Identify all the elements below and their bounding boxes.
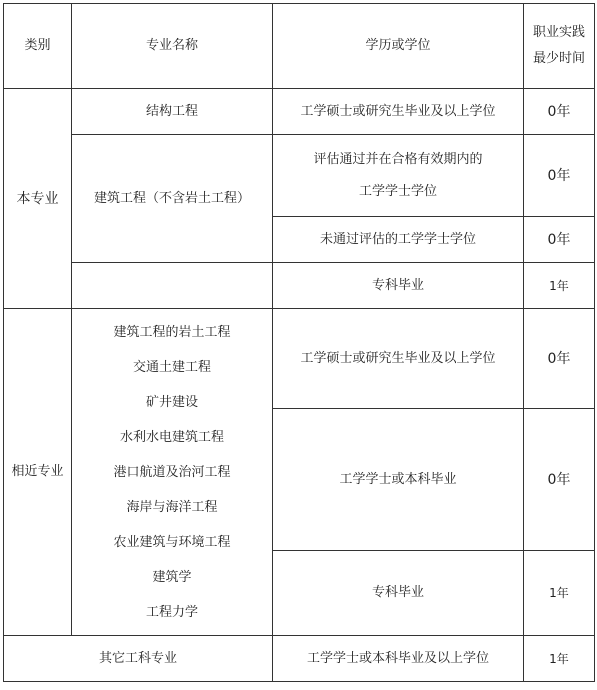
time-cell: 1年 [524, 263, 595, 309]
major-cell: 结构工程 [72, 89, 273, 135]
category-cell: 相近专业 [4, 309, 72, 636]
time-cell: 0年 [524, 135, 595, 217]
header-major: 专业名称 [72, 4, 273, 89]
degree-cell: 工学硕士或研究生毕业及以上学位 [273, 89, 524, 135]
major-item: 港口航道及治河工程 [113, 464, 231, 480]
major-item: 农业建筑与环境工程 [113, 534, 231, 550]
qualification-table [3, 3, 595, 682]
major-item: 建筑工程的岩土工程 [113, 324, 231, 340]
time-cell: 0年 [524, 217, 595, 263]
time-cell: 0年 [524, 409, 595, 551]
degree-cell [273, 135, 524, 217]
major-cell [72, 263, 273, 309]
header-time-line2: 最少时间 [532, 51, 585, 66]
time-cell: 0年 [524, 89, 595, 135]
table-row [4, 636, 595, 682]
major-item: 交通土建工程 [132, 359, 211, 375]
header-category: 类别 [4, 4, 72, 89]
header-degree: 学历或学位 [273, 4, 524, 89]
time-cell: 0年 [524, 309, 595, 409]
major-item: 建筑学 [152, 569, 192, 585]
major-item: 矿井建设 [145, 394, 198, 410]
header-time-line1: 职业实践 [532, 25, 585, 40]
major-item: 海岸与海洋工程 [126, 499, 218, 515]
major-cell: 建筑工程（不含岩土工程） [72, 135, 273, 263]
degree-cell: 专科毕业 [273, 551, 524, 636]
table-row [4, 135, 595, 217]
category-cell: 其它工科专业 [4, 636, 273, 682]
degree-cell: 工学硕士或研究生毕业及以上学位 [273, 309, 524, 409]
degree-cell: 工学学士或本科毕业及以上学位 [273, 636, 524, 682]
table-row [4, 89, 595, 135]
major-list-cell [72, 309, 273, 636]
major-item: 工程力学 [145, 604, 198, 620]
time-cell: 1年 [524, 551, 595, 636]
category-cell: 本专业 [4, 89, 72, 309]
degree-cell: 工学学士或本科毕业 [273, 409, 524, 551]
major-item: 水利水电建筑工程 [119, 429, 224, 445]
degree-line: 工学学士学位 [358, 183, 437, 199]
degree-cell: 未通过评估的工学学士学位 [273, 217, 524, 263]
header-row [4, 4, 595, 89]
header-time [524, 4, 595, 89]
degree-cell: 专科毕业 [273, 263, 524, 309]
table-row [4, 309, 595, 409]
table-row [4, 263, 595, 309]
time-cell: 1年 [524, 636, 595, 682]
degree-line: 评估通过并在合格有效期内的 [313, 151, 483, 167]
